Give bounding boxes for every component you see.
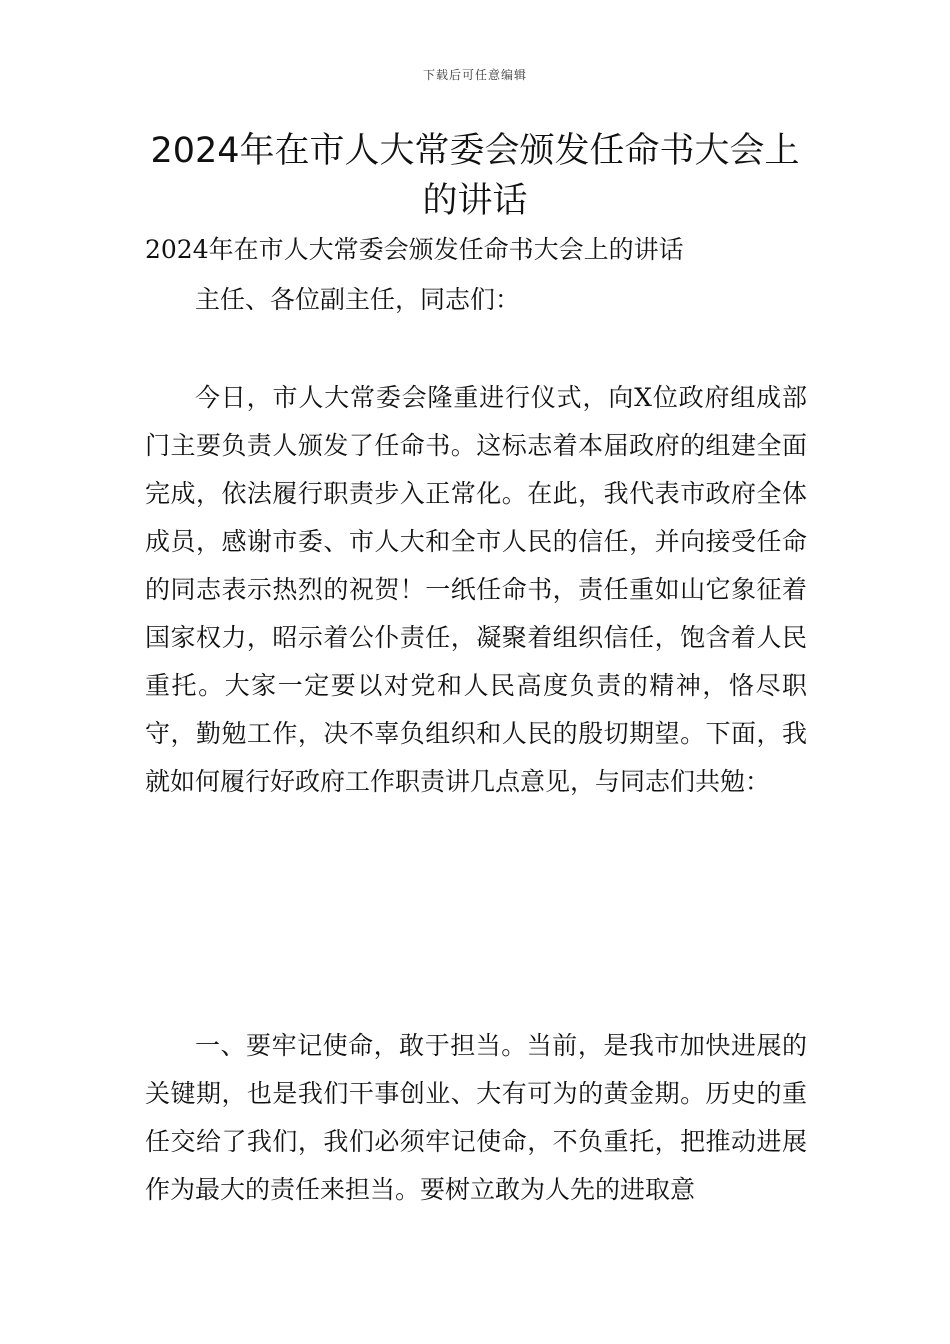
document-title: 2024年在市人大常委会颁发任命书大会上的讲话 (150, 131, 800, 221)
salutation: 主任、各位副主任，同志们： (195, 285, 521, 314)
header-note: 下载后可任意编辑 (422, 68, 527, 82)
subtitle-line: 2024年在市人大常委会颁发任命书大会上的讲话 (145, 235, 684, 264)
paragraph-section-one: 一、要牢记使命，敢于担当。当前，是我市加快进展的关键期，也是我们干事创业、大有可为的黄金期。历史的重任交给了我们，我们必须牢记使命，不负重托，把推动进展作为最大的责任来担当。要树立敢为人先的进取意 (145, 1031, 807, 1204)
paragraph-intro: 今日，市人大常委会隆重进行仪式，向X位政府组成部门主要负责人颁发了任命书。这标志着本届政府的组建全面完成，依法履行职责步入正常化。在此，我代表市政府全体成员，感谢市委、市人大和全市人民的信任，并向接受任命的同志表示热烈的祝贺！一纸任命书，责任重如山它象征着国家权力，昭示着公仆责任，凝聚着组织信任，饱含着人民重托。大家一定要以对党和人民高度负责的精神，恪尽职守，勤勉工作，决不辜负组织和人民的殷切期望。下面，我就如何履行好政府工作职责讲几点意见，与同志们共勉： (145, 383, 807, 796)
